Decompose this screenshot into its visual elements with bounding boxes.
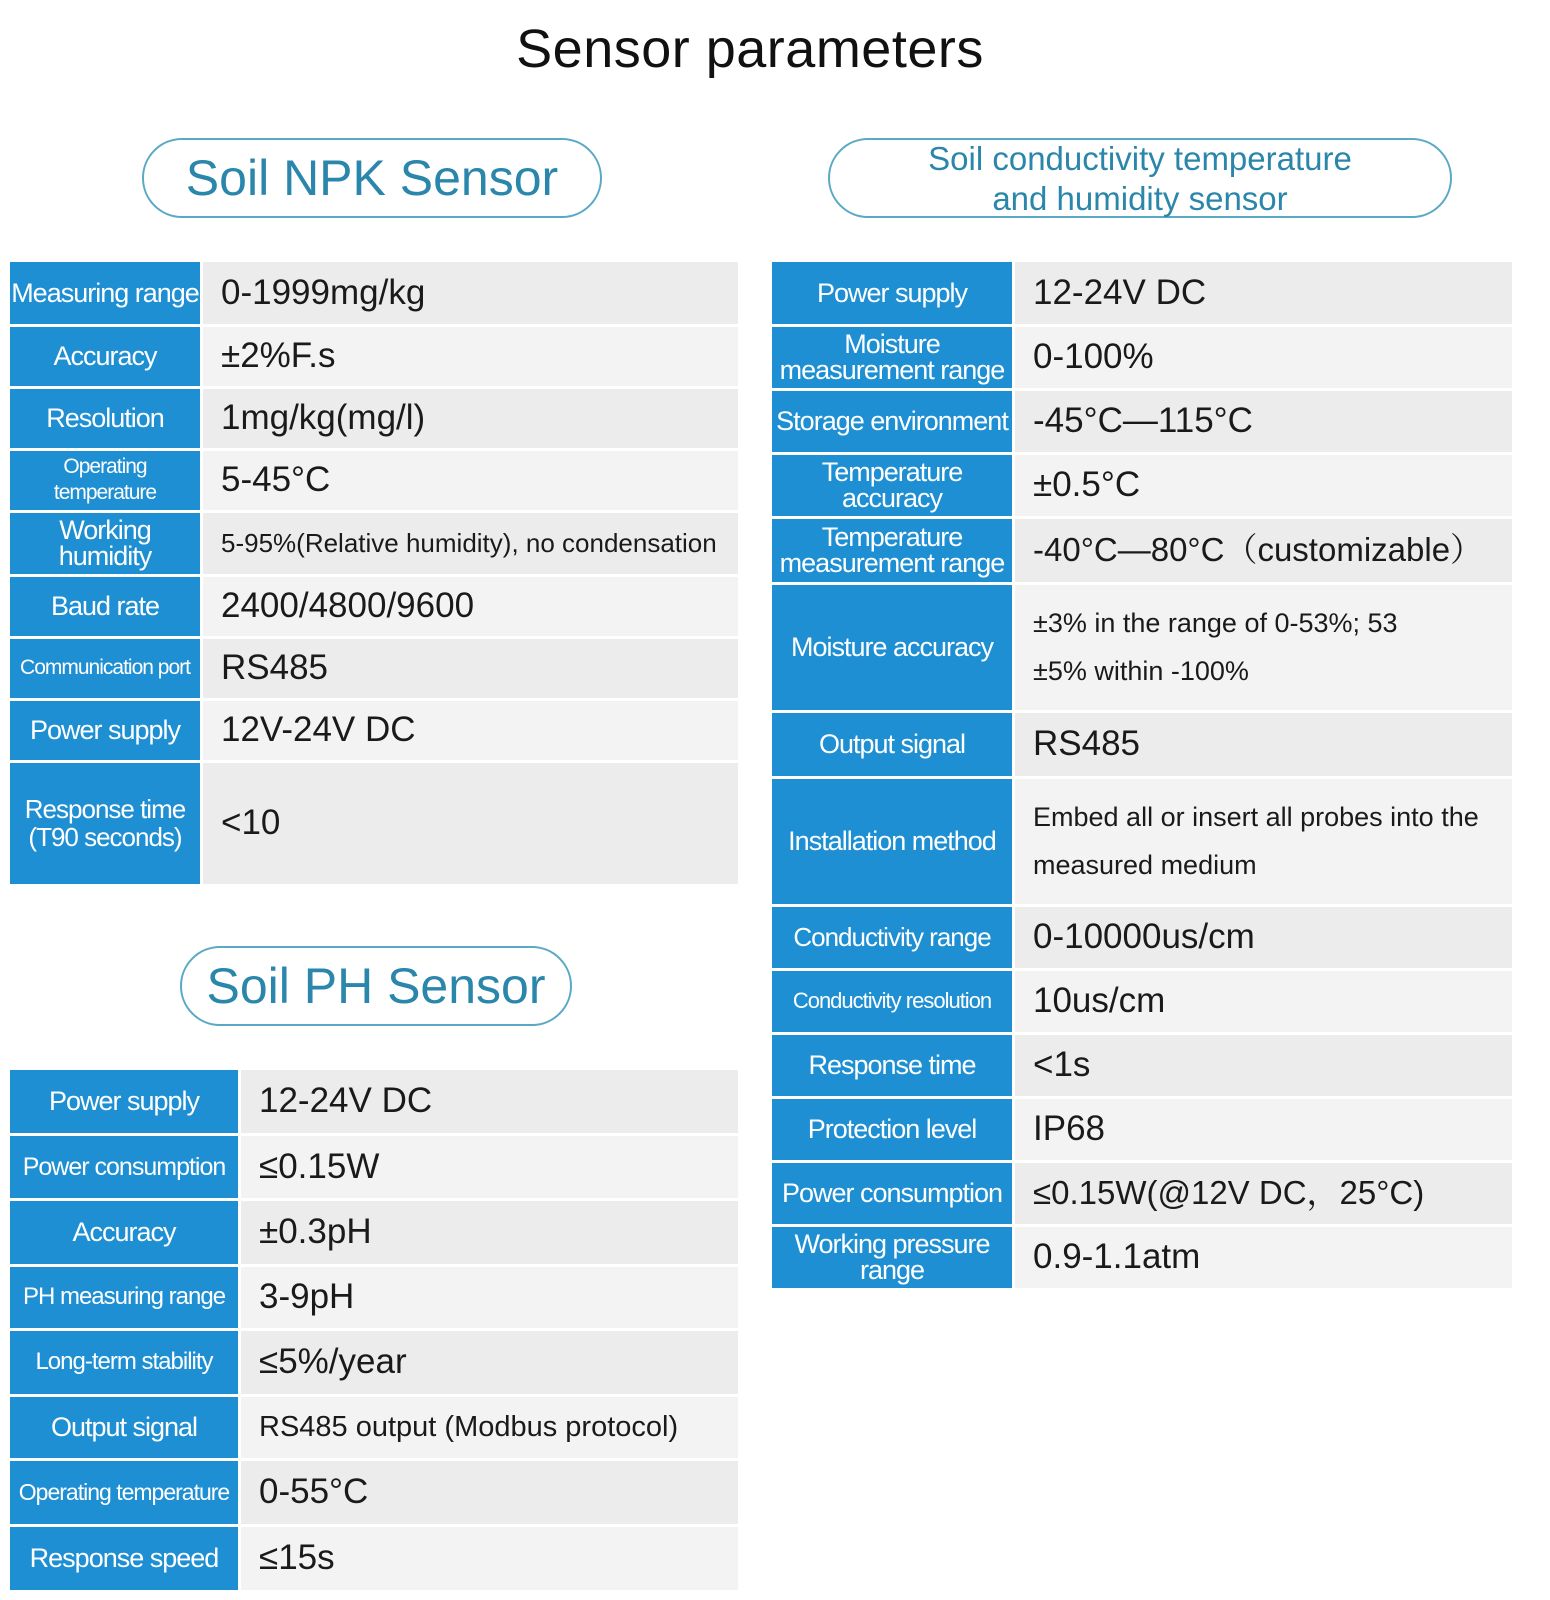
- table-row: [10, 699, 738, 761]
- row-value: [1014, 583, 1513, 711]
- row-label: Conductivity resolution: [772, 969, 1014, 1033]
- row-label: Power supply: [10, 1070, 240, 1134]
- ph-section-title: Soil PH Sensor: [180, 946, 572, 1026]
- table-row: [772, 905, 1512, 969]
- row-label: Output signal: [10, 1395, 240, 1459]
- row-value: 0.9-1.1atm: [1014, 1225, 1513, 1289]
- row-value: 12V-24V DC: [202, 699, 739, 761]
- row-label: Resolution: [10, 387, 202, 449]
- row-label: Accuracy: [10, 325, 202, 387]
- table-row: [10, 761, 738, 885]
- table-row: [10, 511, 738, 575]
- row-label: Moisture measurement range: [772, 325, 1014, 389]
- row-label: Response speed: [10, 1525, 240, 1591]
- row-value: ±0.3pH: [240, 1199, 739, 1265]
- row-label: Long-term stability: [10, 1329, 240, 1395]
- row-label: Communication port: [10, 637, 202, 699]
- row-label: Power consumption: [10, 1134, 240, 1199]
- row-label: Working humidity: [10, 511, 202, 575]
- row-label: Operating temperature: [10, 449, 202, 511]
- row-value: 0-100%: [1014, 325, 1513, 389]
- value-line: ±3% in the range of 0-53%; 53: [1033, 608, 1398, 638]
- row-value: IP68: [1014, 1097, 1513, 1161]
- row-value: 12-24V DC: [240, 1070, 739, 1134]
- row-label: Temperature measurement range: [772, 517, 1014, 583]
- table-row: [772, 969, 1512, 1033]
- table-row: [10, 387, 738, 449]
- value-line: measured medium: [1033, 850, 1257, 880]
- table-row: [772, 583, 1512, 711]
- row-label: Temperature accuracy: [772, 453, 1014, 517]
- conductivity-spec-table: [772, 262, 1512, 1291]
- conductivity-section-title: [828, 138, 1452, 218]
- npk-spec-table: [10, 262, 738, 887]
- table-row: [772, 262, 1512, 325]
- row-value: <1s: [1014, 1033, 1513, 1097]
- row-value: -40°C—80°C（customizable）: [1014, 517, 1513, 583]
- row-value: ≤5%/year: [240, 1329, 739, 1395]
- row-label: Accuracy: [10, 1199, 240, 1265]
- row-label: Protection level: [772, 1097, 1014, 1161]
- row-value: RS485: [202, 637, 739, 699]
- row-label: Measuring range: [10, 262, 202, 325]
- table-row: [10, 1199, 738, 1265]
- table-row: [10, 1265, 738, 1329]
- conductivity-title-line2: and humidity sensor: [992, 180, 1288, 217]
- npk-section-title: Soil NPK Sensor: [142, 138, 602, 218]
- row-value: 2400/4800/9600: [202, 575, 739, 637]
- table-row: [10, 1070, 738, 1134]
- row-value: 0-1999mg/kg: [202, 262, 739, 325]
- value-line: Embed all or insert all probes into the: [1033, 802, 1479, 832]
- row-value: 12-24V DC: [1014, 262, 1513, 325]
- table-row: [772, 389, 1512, 453]
- row-value: 0-10000us/cm: [1014, 905, 1513, 969]
- table-row: [772, 325, 1512, 389]
- table-row: [10, 1329, 738, 1395]
- table-row: [10, 449, 738, 511]
- table-row: [772, 711, 1512, 777]
- row-value: 5-95%(Relative humidity), no condensation: [202, 511, 739, 575]
- table-row: [772, 1097, 1512, 1161]
- value-line: ±5% within -100%: [1033, 656, 1249, 686]
- row-label: Operating temperature: [10, 1459, 240, 1525]
- conductivity-title-line1: Soil conductivity temperature: [928, 140, 1352, 177]
- table-row: [10, 1395, 738, 1459]
- row-label: PH measuring range: [10, 1265, 240, 1329]
- row-label: Output signal: [772, 711, 1014, 777]
- table-row: [772, 1161, 1512, 1225]
- table-row: [772, 1225, 1512, 1289]
- table-row: [10, 575, 738, 637]
- row-value: ≤0.15W(@12V DC，25°C): [1014, 1161, 1513, 1225]
- row-label: Baud rate: [10, 575, 202, 637]
- page-title: Sensor parameters: [516, 19, 984, 79]
- row-value: ±2%F.s: [202, 325, 739, 387]
- row-label: Installation method: [772, 777, 1014, 905]
- row-value: <10: [202, 761, 739, 885]
- row-label: Working pressure range: [772, 1225, 1014, 1289]
- table-row: [10, 637, 738, 699]
- row-value: ±0.5°C: [1014, 453, 1513, 517]
- row-label: Power supply: [10, 699, 202, 761]
- row-label: Conductivity range: [772, 905, 1014, 969]
- table-row: [772, 777, 1512, 905]
- row-label: Storage environment: [772, 389, 1014, 453]
- table-row: [10, 262, 738, 325]
- ph-spec-table: [10, 1070, 738, 1593]
- row-value: 3-9pH: [240, 1265, 739, 1329]
- row-value: 1mg/kg(mg/l): [202, 387, 739, 449]
- table-row: [10, 1525, 738, 1591]
- table-row: [772, 453, 1512, 517]
- row-value: 0-55°C: [240, 1459, 739, 1525]
- table-row: [10, 1459, 738, 1525]
- table-row: [772, 1033, 1512, 1097]
- row-value: ≤15s: [240, 1525, 739, 1591]
- row-value: [1014, 777, 1513, 905]
- table-row: [10, 325, 738, 387]
- row-value: RS485 output (Modbus protocol): [240, 1395, 739, 1459]
- table-row: [772, 517, 1512, 583]
- row-value: RS485: [1014, 711, 1513, 777]
- row-label: Moisture accuracy: [772, 583, 1014, 711]
- row-value: ≤0.15W: [240, 1134, 739, 1199]
- row-value: -45°C—115°C: [1014, 389, 1513, 453]
- row-label: Response time: [772, 1033, 1014, 1097]
- table-row: [10, 1134, 738, 1199]
- row-value: 5-45°C: [202, 449, 739, 511]
- row-label: Response time (T90 seconds): [10, 761, 202, 885]
- row-value: 10us/cm: [1014, 969, 1513, 1033]
- row-label: Power consumption: [772, 1161, 1014, 1225]
- row-label: Power supply: [772, 262, 1014, 325]
